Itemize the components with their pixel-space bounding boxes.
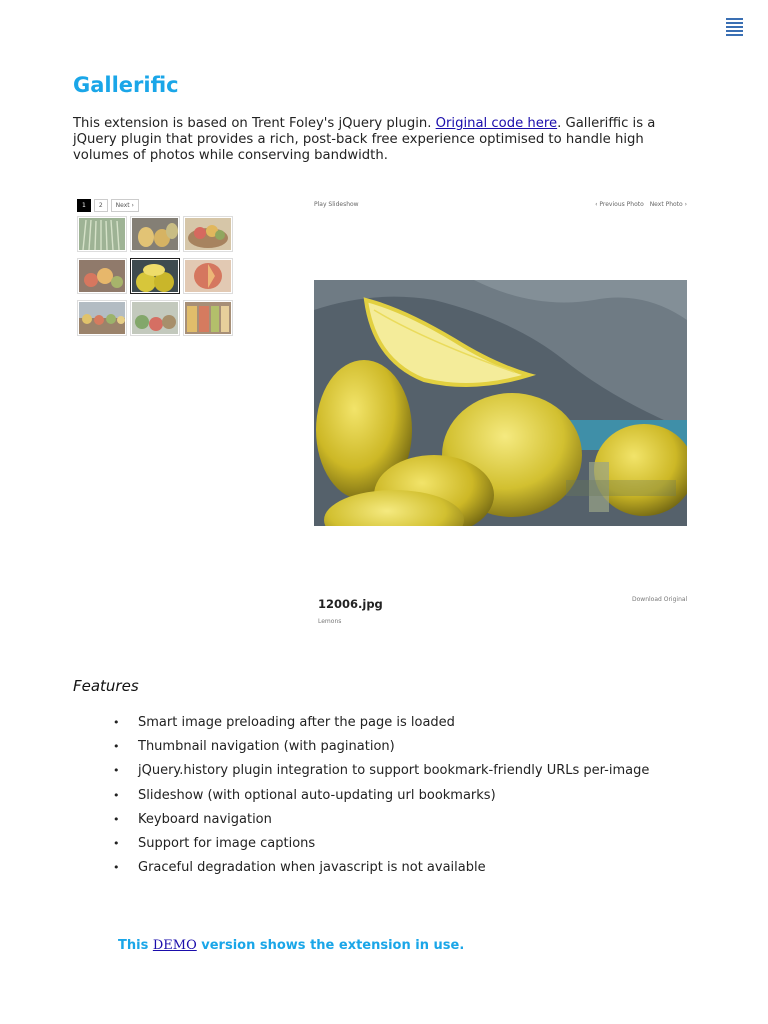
thumbnail[interactable] [77, 216, 127, 252]
photo-navigation [591, 201, 687, 208]
photo-caption-title: 12006.jpg [318, 597, 383, 611]
feature-item: • Graceful degradation when javascript is not available [113, 858, 649, 882]
play-slideshow-link[interactable]: Play Slideshow [314, 201, 359, 208]
thumbnail[interactable] [77, 300, 127, 336]
feature-item: • Keyboard navigation [113, 810, 649, 834]
red-fruit-image [185, 260, 231, 292]
previous-photo-link[interactable]: ‹ Previous Photo [595, 201, 644, 208]
thumbnail[interactable] [183, 216, 233, 252]
vegetables-image [132, 302, 178, 334]
download-original-link[interactable]: Download Original [632, 596, 688, 603]
pears-image [132, 218, 178, 250]
feature-item: • Slideshow (with optional auto-updating url bookmarks) [113, 786, 649, 810]
features-heading: Features [73, 677, 139, 695]
lemons-image [132, 260, 178, 292]
intro-paragraph [73, 116, 703, 164]
feature-item: • jQuery.history plugin integration to support bookmark-friendly URLs per-image [113, 761, 649, 785]
thumbnail[interactable] [130, 300, 180, 336]
main-photo[interactable] [314, 280, 687, 526]
demo-notice [118, 938, 464, 953]
stall-image [185, 302, 231, 334]
fruit-bowl-image [185, 218, 231, 250]
feature-item: • Smart image preloading after the page is loaded [113, 713, 649, 737]
thumbnail[interactable] [183, 300, 233, 336]
thumbnail-selected[interactable] [130, 258, 180, 294]
thumbnail[interactable] [183, 258, 233, 294]
asparagus-image [79, 218, 125, 250]
page-title: Gallerific [73, 73, 179, 97]
feature-item: • Support for image captions [113, 834, 649, 858]
photo-caption-description: Lemons [318, 618, 342, 625]
thumbnail[interactable] [130, 216, 180, 252]
thumbnail[interactable] [77, 258, 127, 294]
original-code-link[interactable]: Original code here [435, 116, 558, 131]
intro-text-end: . Galleriffic is a jQuery plugin that provides a rich, post-back free experience optimised to handle high volumes of photos while conserving bandwidth. [73, 116, 656, 163]
feature-item: • Thumbnail navigation (with pagination) [113, 737, 649, 761]
pager-page-2[interactable]: 2 [94, 199, 108, 212]
demo-text-start: This [118, 938, 153, 953]
hamburger-menu-icon[interactable] [726, 18, 743, 36]
features-list [113, 713, 649, 882]
demo-text-end: version shows the extension in use. [196, 938, 465, 953]
thumbnail-pager [77, 199, 139, 212]
lemons-photo [314, 280, 687, 526]
market-image [79, 302, 125, 334]
pager-next[interactable]: Next › [111, 199, 139, 212]
next-photo-link[interactable]: Next Photo › [649, 201, 687, 208]
mixed-fruit-image [79, 260, 125, 292]
demo-link[interactable]: DEMO [152, 938, 197, 953]
intro-text-start: This extension is based on Trent Foley's jQuery plugin. [73, 116, 436, 131]
pager-page-1[interactable]: 1 [77, 199, 91, 212]
